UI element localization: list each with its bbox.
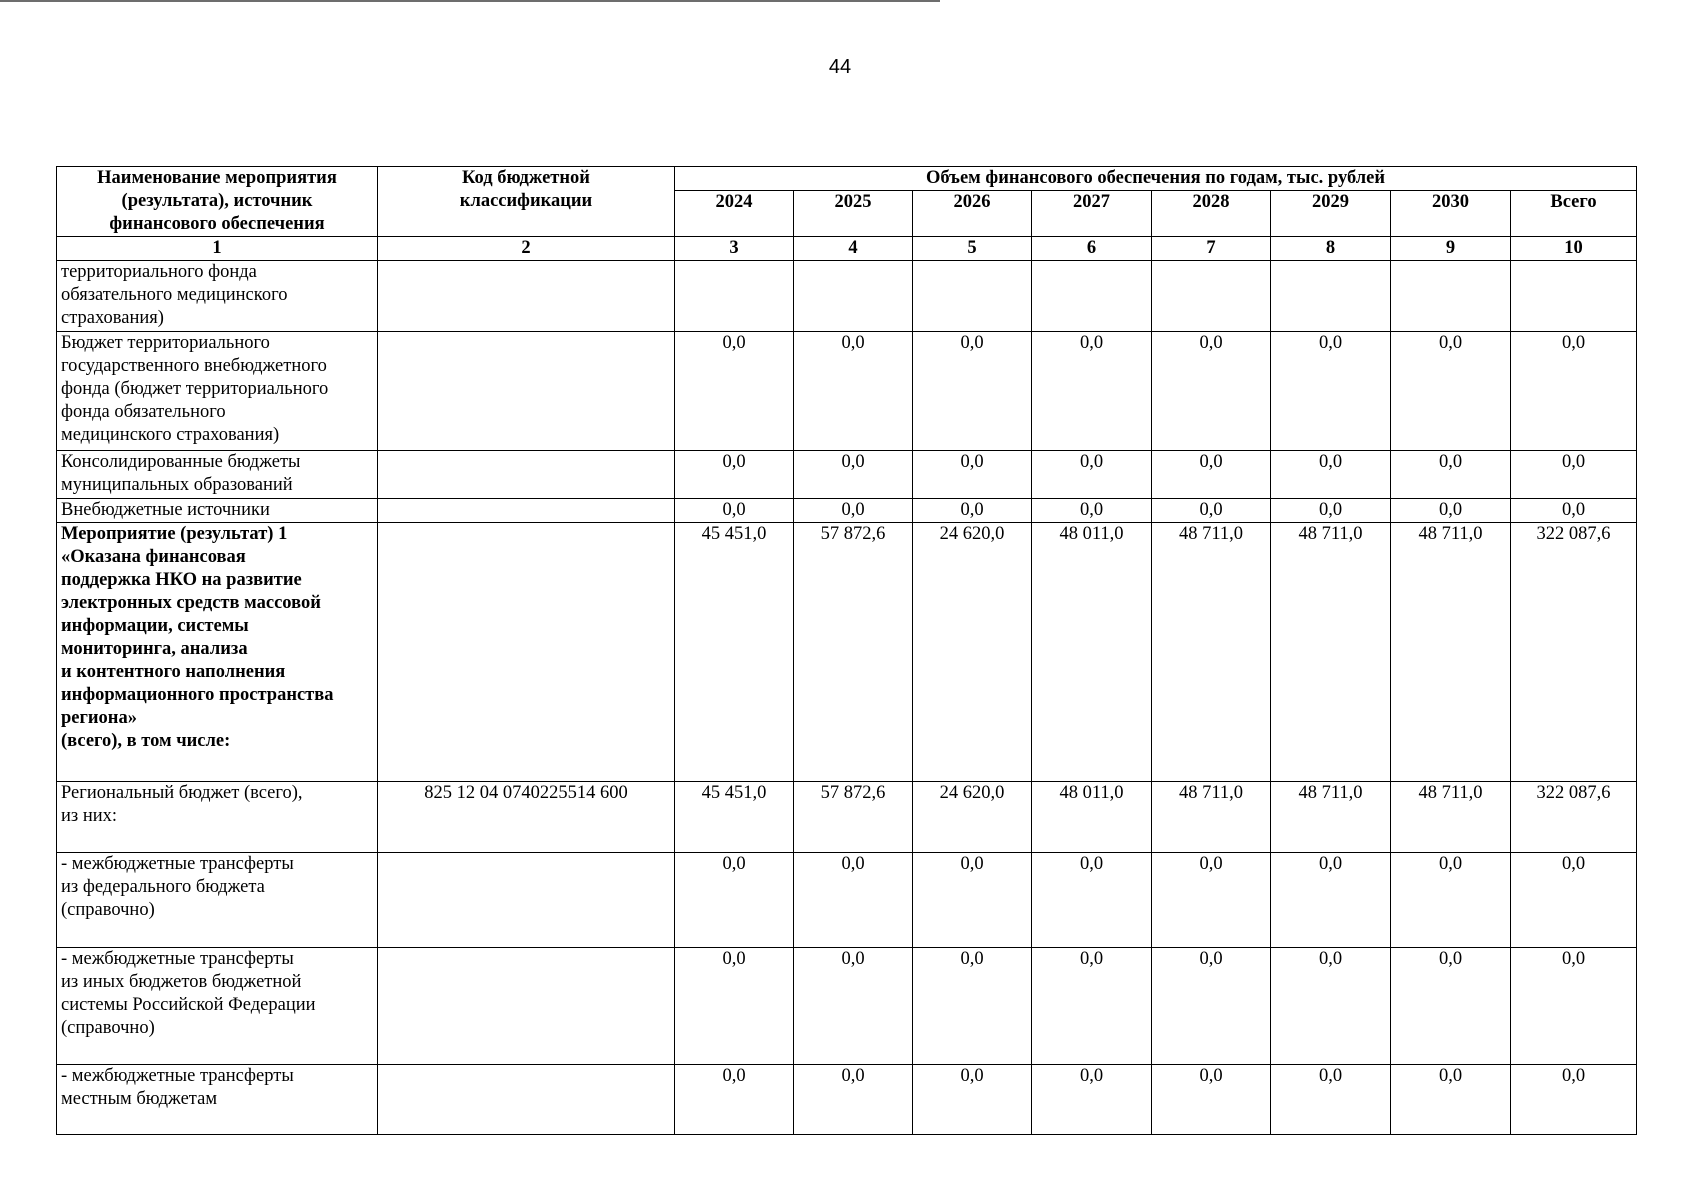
- value-cell: 0,0: [794, 499, 913, 523]
- header-year: 2029: [1271, 191, 1391, 237]
- row-code: [378, 499, 675, 523]
- value-cell: 0,0: [1391, 451, 1511, 499]
- value-cell: 57 872,6: [794, 523, 913, 782]
- value-cell: [1391, 261, 1511, 332]
- row-code: [378, 332, 675, 451]
- value-cell: 48 711,0: [1271, 782, 1391, 853]
- table-row: [57, 523, 1637, 782]
- value-cell: 0,0: [1152, 948, 1271, 1065]
- value-cell: 0,0: [1511, 451, 1637, 499]
- value-cell: 0,0: [675, 1065, 794, 1135]
- row-name: Бюджет территориального государственного внебюджетного фонда (бюджет территориального фонда обязательного медицинского страхования): [57, 332, 378, 451]
- value-cell: [1152, 261, 1271, 332]
- value-cell: 0,0: [1032, 853, 1152, 948]
- row-name: - межбюджетные трансферты местным бюджетам: [57, 1065, 378, 1135]
- column-number: 1: [57, 237, 378, 261]
- value-cell: 0,0: [913, 451, 1032, 499]
- table-row: [57, 451, 1637, 499]
- table-row: [57, 499, 1637, 523]
- value-cell: 0,0: [675, 948, 794, 1065]
- value-cell: [913, 261, 1032, 332]
- value-cell: 0,0: [794, 948, 913, 1065]
- row-code: [378, 853, 675, 948]
- value-cell: 48 711,0: [1152, 782, 1271, 853]
- value-cell: 0,0: [1271, 853, 1391, 948]
- header-year: 2025: [794, 191, 913, 237]
- financing-table: [56, 166, 1637, 1135]
- header-year: 2026: [913, 191, 1032, 237]
- row-name: Внебюджетные источники: [57, 499, 378, 523]
- value-cell: 0,0: [1032, 499, 1152, 523]
- value-cell: 48 011,0: [1032, 523, 1152, 782]
- column-number: 5: [913, 237, 1032, 261]
- value-cell: 0,0: [913, 499, 1032, 523]
- row-name: Консолидированные бюджеты муниципальных образований: [57, 451, 378, 499]
- value-cell: 0,0: [675, 332, 794, 451]
- value-cell: 48 711,0: [1391, 523, 1511, 782]
- value-cell: 0,0: [1032, 451, 1152, 499]
- value-cell: 0,0: [1032, 1065, 1152, 1135]
- value-cell: 0,0: [1511, 332, 1637, 451]
- header-row-top: [57, 167, 1637, 191]
- value-cell: 0,0: [1032, 948, 1152, 1065]
- value-cell: 0,0: [1271, 332, 1391, 451]
- row-name: - межбюджетные трансферты из федерального бюджета (справочно): [57, 853, 378, 948]
- value-cell: 0,0: [1391, 499, 1511, 523]
- value-cell: 0,0: [794, 853, 913, 948]
- value-cell: 24 620,0: [913, 523, 1032, 782]
- value-cell: 0,0: [675, 853, 794, 948]
- row-code: [378, 451, 675, 499]
- value-cell: 0,0: [1152, 451, 1271, 499]
- page-number: 44: [828, 56, 852, 78]
- table-row: [57, 853, 1637, 948]
- value-cell: [794, 261, 913, 332]
- header-code: Код бюджетной классификации: [378, 167, 675, 237]
- value-cell: 0,0: [794, 1065, 913, 1135]
- row-code: [378, 523, 675, 782]
- value-cell: 57 872,6: [794, 782, 913, 853]
- value-cell: 0,0: [1511, 948, 1637, 1065]
- row-code: [378, 261, 675, 332]
- value-cell: 24 620,0: [913, 782, 1032, 853]
- value-cell: 0,0: [1152, 853, 1271, 948]
- header-year: 2030: [1391, 191, 1511, 237]
- value-cell: 45 451,0: [675, 782, 794, 853]
- value-cell: 0,0: [1152, 332, 1271, 451]
- table-row: [57, 948, 1637, 1065]
- value-cell: 0,0: [1511, 499, 1637, 523]
- table-row: [57, 261, 1637, 332]
- column-number: 10: [1511, 237, 1637, 261]
- column-number: 7: [1152, 237, 1271, 261]
- value-cell: 0,0: [913, 332, 1032, 451]
- value-cell: 48 711,0: [1271, 523, 1391, 782]
- row-name: Мероприятие (результат) 1 «Оказана финансовая поддержка НКО на развитие электронных средств массовой информации, системы мониторинга, анализа и контентного наполнения информационного пространства региона» (всего), в том числе:: [57, 523, 378, 782]
- value-cell: 0,0: [1152, 1065, 1271, 1135]
- header-year: 2027: [1032, 191, 1152, 237]
- value-cell: 0,0: [675, 451, 794, 499]
- value-cell: 0,0: [1511, 1065, 1637, 1135]
- value-cell: 0,0: [1032, 332, 1152, 451]
- value-cell: 0,0: [794, 332, 913, 451]
- column-number: 3: [675, 237, 794, 261]
- value-cell: 0,0: [1391, 1065, 1511, 1135]
- column-number: 6: [1032, 237, 1152, 261]
- header-total: Всего: [1511, 191, 1637, 237]
- value-cell: 0,0: [1391, 332, 1511, 451]
- value-cell: 0,0: [913, 948, 1032, 1065]
- value-cell: 0,0: [1391, 853, 1511, 948]
- column-number: 8: [1271, 237, 1391, 261]
- value-cell: [1511, 261, 1637, 332]
- header-year: 2024: [675, 191, 794, 237]
- row-name: территориального фонда обязательного медицинского страхования): [57, 261, 378, 332]
- value-cell: 0,0: [794, 451, 913, 499]
- header-name: Наименование мероприятия (результата), источник финансового обеспечения: [57, 167, 378, 237]
- header-year: 2028: [1152, 191, 1271, 237]
- value-cell: 48 011,0: [1032, 782, 1152, 853]
- table-row: [57, 1065, 1637, 1135]
- value-cell: 0,0: [1271, 1065, 1391, 1135]
- table-row: [57, 332, 1637, 451]
- row-name: Региональный бюджет (всего), из них:: [57, 782, 378, 853]
- table-row: [57, 782, 1637, 853]
- value-cell: 48 711,0: [1152, 523, 1271, 782]
- value-cell: 0,0: [1271, 499, 1391, 523]
- value-cell: 0,0: [1511, 853, 1637, 948]
- value-cell: 0,0: [1271, 451, 1391, 499]
- value-cell: 0,0: [913, 853, 1032, 948]
- column-number: 4: [794, 237, 913, 261]
- header-volume: Объем финансового обеспечения по годам, тыс. рублей: [675, 167, 1637, 191]
- row-name: - межбюджетные трансферты из иных бюджетов бюджетной системы Российской Федерации (справочно): [57, 948, 378, 1065]
- value-cell: 0,0: [1152, 499, 1271, 523]
- value-cell: 0,0: [675, 499, 794, 523]
- scan-border-line: [0, 0, 940, 2]
- value-cell: [1032, 261, 1152, 332]
- value-cell: [1271, 261, 1391, 332]
- row-code: [378, 1065, 675, 1135]
- column-number: 2: [378, 237, 675, 261]
- value-cell: 322 087,6: [1511, 523, 1637, 782]
- value-cell: [675, 261, 794, 332]
- column-number-row: [57, 237, 1637, 261]
- value-cell: 322 087,6: [1511, 782, 1637, 853]
- value-cell: 0,0: [1391, 948, 1511, 1065]
- value-cell: 0,0: [913, 1065, 1032, 1135]
- row-code: [378, 948, 675, 1065]
- value-cell: 45 451,0: [675, 523, 794, 782]
- column-number: 9: [1391, 237, 1511, 261]
- value-cell: 0,0: [1271, 948, 1391, 1065]
- row-code: 825 12 04 0740225514 600: [378, 782, 675, 853]
- value-cell: 48 711,0: [1391, 782, 1511, 853]
